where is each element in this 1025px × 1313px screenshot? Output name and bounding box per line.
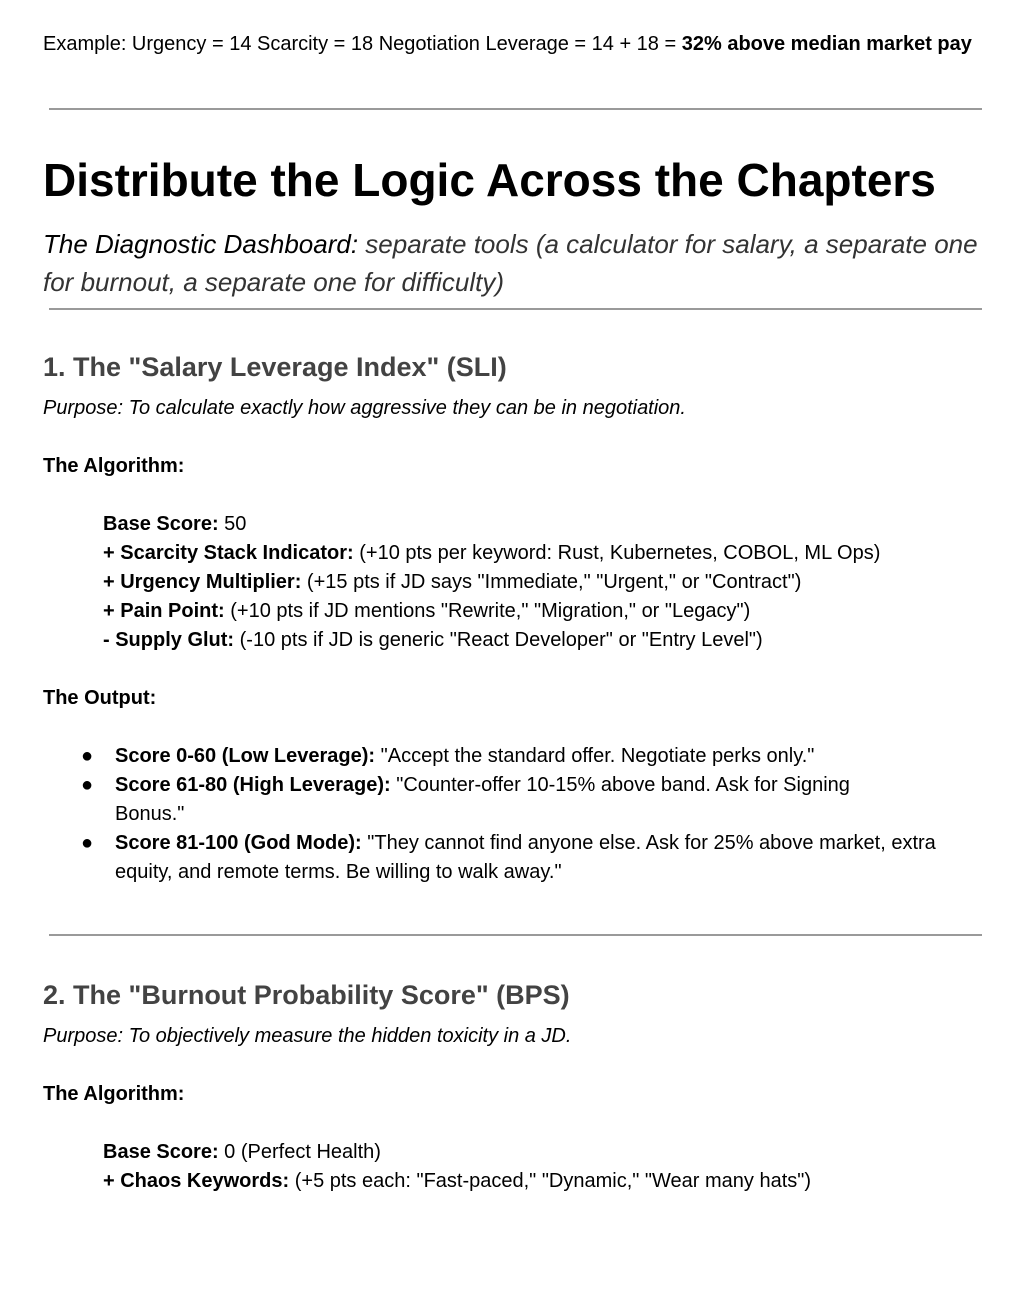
example-emphasis: 32% above median market pay xyxy=(681,33,972,55)
section-purpose: Purpose: To calculate exactly how aggressive they can be in negotiation. xyxy=(43,397,686,419)
divider xyxy=(49,108,982,110)
section-heading-bps: 2. The "Burnout Probability Score" (BPS) xyxy=(43,980,570,1010)
algorithm-label: The Algorithm: xyxy=(43,1083,185,1105)
divider xyxy=(49,934,982,936)
list-item: ● Score 61-80 (High Leverage): "Counter-offer 10-15% above band. Ask for Signing Bonus." xyxy=(43,771,915,829)
output-list xyxy=(43,742,978,887)
algorithm-item: + Scarcity Stack Indicator: (+10 pts per keyword: Rust, Kubernetes, COBOL, ML Ops) xyxy=(103,542,881,564)
example-text: Example: Urgency = 14 Scarcity = 18 Negotiation Leverage = 14 + 18 = xyxy=(43,33,682,55)
algorithm-label: The Algorithm: xyxy=(43,455,185,477)
output-label: The Output: xyxy=(43,687,157,709)
section-heading-sli: 1. The "Salary Leverage Index" (SLI) xyxy=(43,352,507,382)
bullet-icon: ● xyxy=(81,774,94,796)
algorithm-item: + Pain Point: (+10 pts if JD mentions "Rewrite," "Migration," or "Legacy") xyxy=(103,600,751,622)
divider xyxy=(49,308,982,310)
example-line xyxy=(43,30,978,59)
algorithm-item: Base Score: 0 (Perfect Health) xyxy=(103,1141,381,1163)
list-item: ● Score 0-60 (Low Leverage): "Accept the standard offer. Negotiate perks only." xyxy=(43,742,978,771)
subtitle-lead: The Diagnostic Dashboard: xyxy=(43,229,359,259)
algorithm-list xyxy=(103,510,978,655)
section-purpose: Purpose: To objectively measure the hidden toxicity in a JD. xyxy=(43,1025,572,1047)
subtitle xyxy=(43,225,978,301)
algorithm-item: Base Score: 50 xyxy=(103,513,247,535)
document-page xyxy=(43,30,978,1196)
list-item: ● Score 81-100 (God Mode): "They cannot find anyone else. Ask for 25% above market, extra equity, and remote terms. Be willing to walk away." xyxy=(43,829,975,887)
algorithm-item: + Urgency Multiplier: (+15 pts if JD says "Immediate," "Urgent," or "Contract") xyxy=(103,571,802,593)
algorithm-item: + Chaos Keywords: (+5 pts each: "Fast-paced," "Dynamic," "Wear many hats") xyxy=(103,1170,812,1192)
subtitle-rest: separate tools (a calculator for salary, a separate one for burnout, a separate one for difficulty) xyxy=(43,229,978,297)
bullet-icon: ● xyxy=(81,832,94,854)
page-title: Distribute the Logic Across the Chapters xyxy=(43,154,936,206)
algorithm-item: - Supply Glut: (-10 pts if JD is generic "React Developer" or "Entry Level") xyxy=(103,629,763,651)
algorithm-list xyxy=(103,1138,978,1196)
bullet-icon: ● xyxy=(81,745,94,767)
